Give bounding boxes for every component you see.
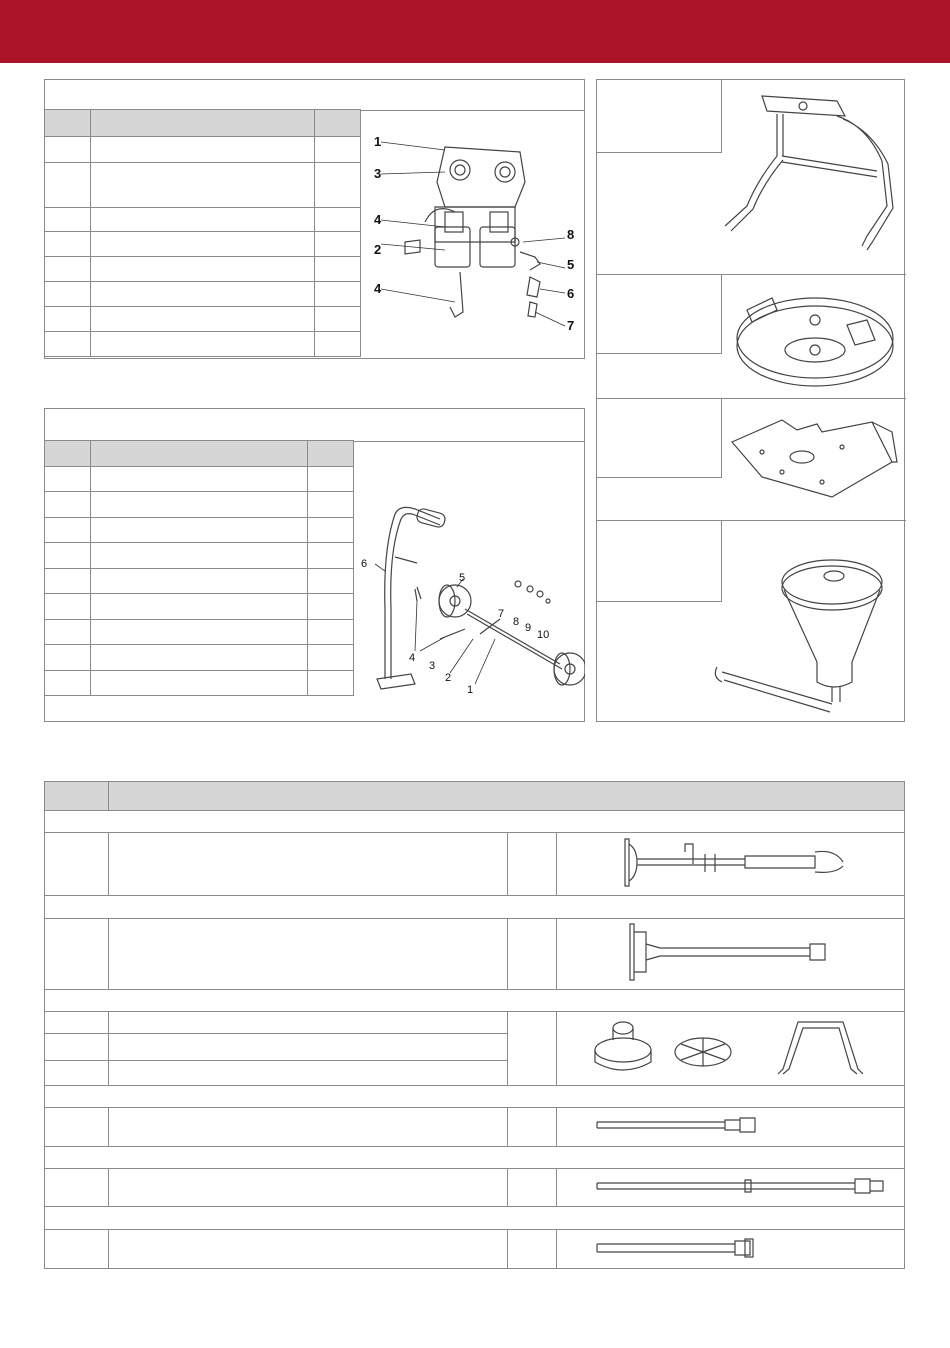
divider [108, 832, 109, 895]
header-band [0, 0, 950, 63]
divider [507, 1011, 508, 1085]
header-cell-qty [315, 110, 361, 137]
callout-label: 6 [361, 558, 368, 570]
table-cell [91, 282, 315, 307]
regulator-section-title [45, 80, 584, 111]
divider [108, 918, 109, 989]
divider [45, 1033, 507, 1034]
table-cell [91, 594, 308, 620]
divider [45, 1146, 904, 1147]
table-cell [45, 620, 91, 645]
table-row [45, 163, 361, 208]
table-cell [308, 543, 354, 569]
divider [45, 832, 904, 833]
table-cell [91, 307, 315, 332]
table-cell [91, 137, 315, 163]
table-row [45, 208, 361, 232]
divider [507, 1229, 508, 1269]
divider [108, 1011, 109, 1085]
table-cell [91, 543, 308, 569]
table-cell [45, 307, 91, 332]
table-cell [91, 208, 315, 232]
callout-label: 3 [429, 660, 436, 672]
table-cell [45, 594, 91, 620]
table-cell [315, 332, 361, 357]
divider [45, 1229, 904, 1230]
divider [45, 1168, 904, 1169]
table-cell [91, 645, 308, 671]
table-cell [308, 594, 354, 620]
regulator-section [44, 79, 585, 359]
table-cell [45, 282, 91, 307]
table-cell [91, 257, 315, 282]
table-row [45, 232, 361, 257]
divider [507, 832, 508, 895]
callout-label: 8 [513, 616, 520, 628]
u-stand-icon [717, 86, 897, 266]
table-cell [91, 232, 315, 257]
divider [45, 1206, 904, 1207]
divider [45, 1107, 904, 1108]
header-cell-description [91, 110, 315, 137]
callout-label: 10 [537, 629, 550, 641]
cart-section [44, 408, 585, 722]
cart-section-title [45, 409, 584, 442]
table-row [45, 569, 354, 594]
divider [108, 1107, 109, 1146]
table-cell [315, 232, 361, 257]
table-row [45, 645, 354, 671]
mounting-plate-icon [722, 402, 902, 512]
table-cell [308, 492, 354, 518]
filter-and-clip-icon [593, 1014, 863, 1082]
callout-label: 1 [467, 684, 474, 696]
table-row [45, 543, 354, 569]
table-cell [308, 569, 354, 594]
table-cell [91, 671, 308, 696]
table-cell [45, 257, 91, 282]
hose-icon [595, 1114, 775, 1138]
hopper-label-box [596, 520, 722, 602]
table-cell [45, 332, 91, 357]
cart-assembly-drawing [355, 489, 585, 714]
table-row [45, 332, 361, 357]
divider [45, 895, 904, 896]
callout-label: 5 [567, 257, 575, 272]
table-row [45, 671, 354, 696]
divider [556, 918, 557, 989]
table-cell [315, 208, 361, 232]
stand-label-box [596, 79, 722, 153]
table-cell [91, 163, 315, 208]
callout-label: 4 [374, 212, 382, 227]
callout-label: 4 [374, 281, 382, 296]
table-row [45, 594, 354, 620]
extended-hose-icon [595, 1175, 895, 1197]
table-row [45, 467, 354, 492]
cart-parts-table [44, 440, 354, 696]
table-cell [308, 441, 354, 467]
callout-label: 7 [498, 608, 505, 620]
callout-label: 2 [445, 672, 452, 684]
divider [45, 918, 904, 919]
divider [108, 782, 109, 810]
divider [507, 1107, 508, 1146]
callout-label: 5 [459, 572, 466, 584]
table-cell [45, 208, 91, 232]
accessories-column [596, 79, 905, 722]
divider [556, 832, 557, 895]
table-cell [45, 569, 91, 594]
divider [45, 1085, 904, 1086]
suction-tube-with-bracket-icon [615, 834, 855, 892]
table-row [45, 137, 361, 163]
callout-label: 1 [374, 134, 382, 149]
divider [45, 1011, 904, 1012]
table-cell [308, 671, 354, 696]
table-row [45, 307, 361, 332]
table-cell [91, 620, 308, 645]
table-cell [315, 307, 361, 332]
divider [556, 1107, 557, 1146]
callout-label: 9 [525, 622, 532, 634]
table-cell [45, 518, 91, 543]
table-cell [315, 257, 361, 282]
table-cell [315, 163, 361, 208]
callout-label: 4 [409, 652, 416, 664]
table-cell [91, 441, 308, 467]
table-cell [91, 518, 308, 543]
cart-assembly-icon [355, 489, 585, 714]
regulator-parts-table [44, 109, 361, 357]
divider [556, 1168, 557, 1206]
table-cell [45, 645, 91, 671]
table-cell [45, 671, 91, 696]
table-cell [45, 163, 91, 208]
divider [556, 1229, 557, 1269]
table-cell [91, 492, 308, 518]
table-row [45, 257, 361, 282]
callout-label: 6 [567, 286, 575, 301]
regulator-assembly-drawing [365, 112, 583, 357]
table-cell [315, 282, 361, 307]
lid-label-box [596, 274, 722, 354]
table-cell [308, 467, 354, 492]
divider [45, 989, 904, 990]
divider [507, 1168, 508, 1206]
table-cell [308, 518, 354, 543]
round-lid-icon [727, 280, 902, 390]
callout-label: 2 [374, 242, 382, 257]
accessory-parts-section [44, 781, 905, 1269]
hopper-icon [712, 542, 902, 720]
callout-label: 3 [374, 166, 382, 181]
suction-tube-icon [620, 920, 840, 984]
table-cell [315, 137, 361, 163]
table-cell [91, 569, 308, 594]
table-cell [45, 441, 91, 467]
table-row [45, 282, 361, 307]
table-row [45, 518, 354, 543]
table-header-row [45, 110, 361, 137]
table-cell [45, 137, 91, 163]
regulator-assembly-icon [365, 112, 583, 357]
table-cell [91, 332, 315, 357]
divider [45, 1060, 507, 1061]
hose-short-icon [595, 1236, 775, 1262]
table-cell [91, 467, 308, 492]
table-cell [308, 645, 354, 671]
table-cell [45, 492, 91, 518]
table-header-row [45, 782, 904, 811]
plate-label-box [596, 398, 722, 478]
table-cell [45, 232, 91, 257]
callout-label: 8 [567, 227, 575, 242]
divider [507, 918, 508, 989]
table-cell [45, 467, 91, 492]
table-row [45, 492, 354, 518]
table-cell [308, 620, 354, 645]
table-row [45, 620, 354, 645]
divider [108, 1168, 109, 1206]
table-header-row [45, 441, 354, 467]
divider [556, 1011, 557, 1085]
callout-label: 7 [567, 318, 575, 333]
table-cell [45, 543, 91, 569]
divider [108, 1229, 109, 1269]
header-cell-ref [45, 110, 91, 137]
